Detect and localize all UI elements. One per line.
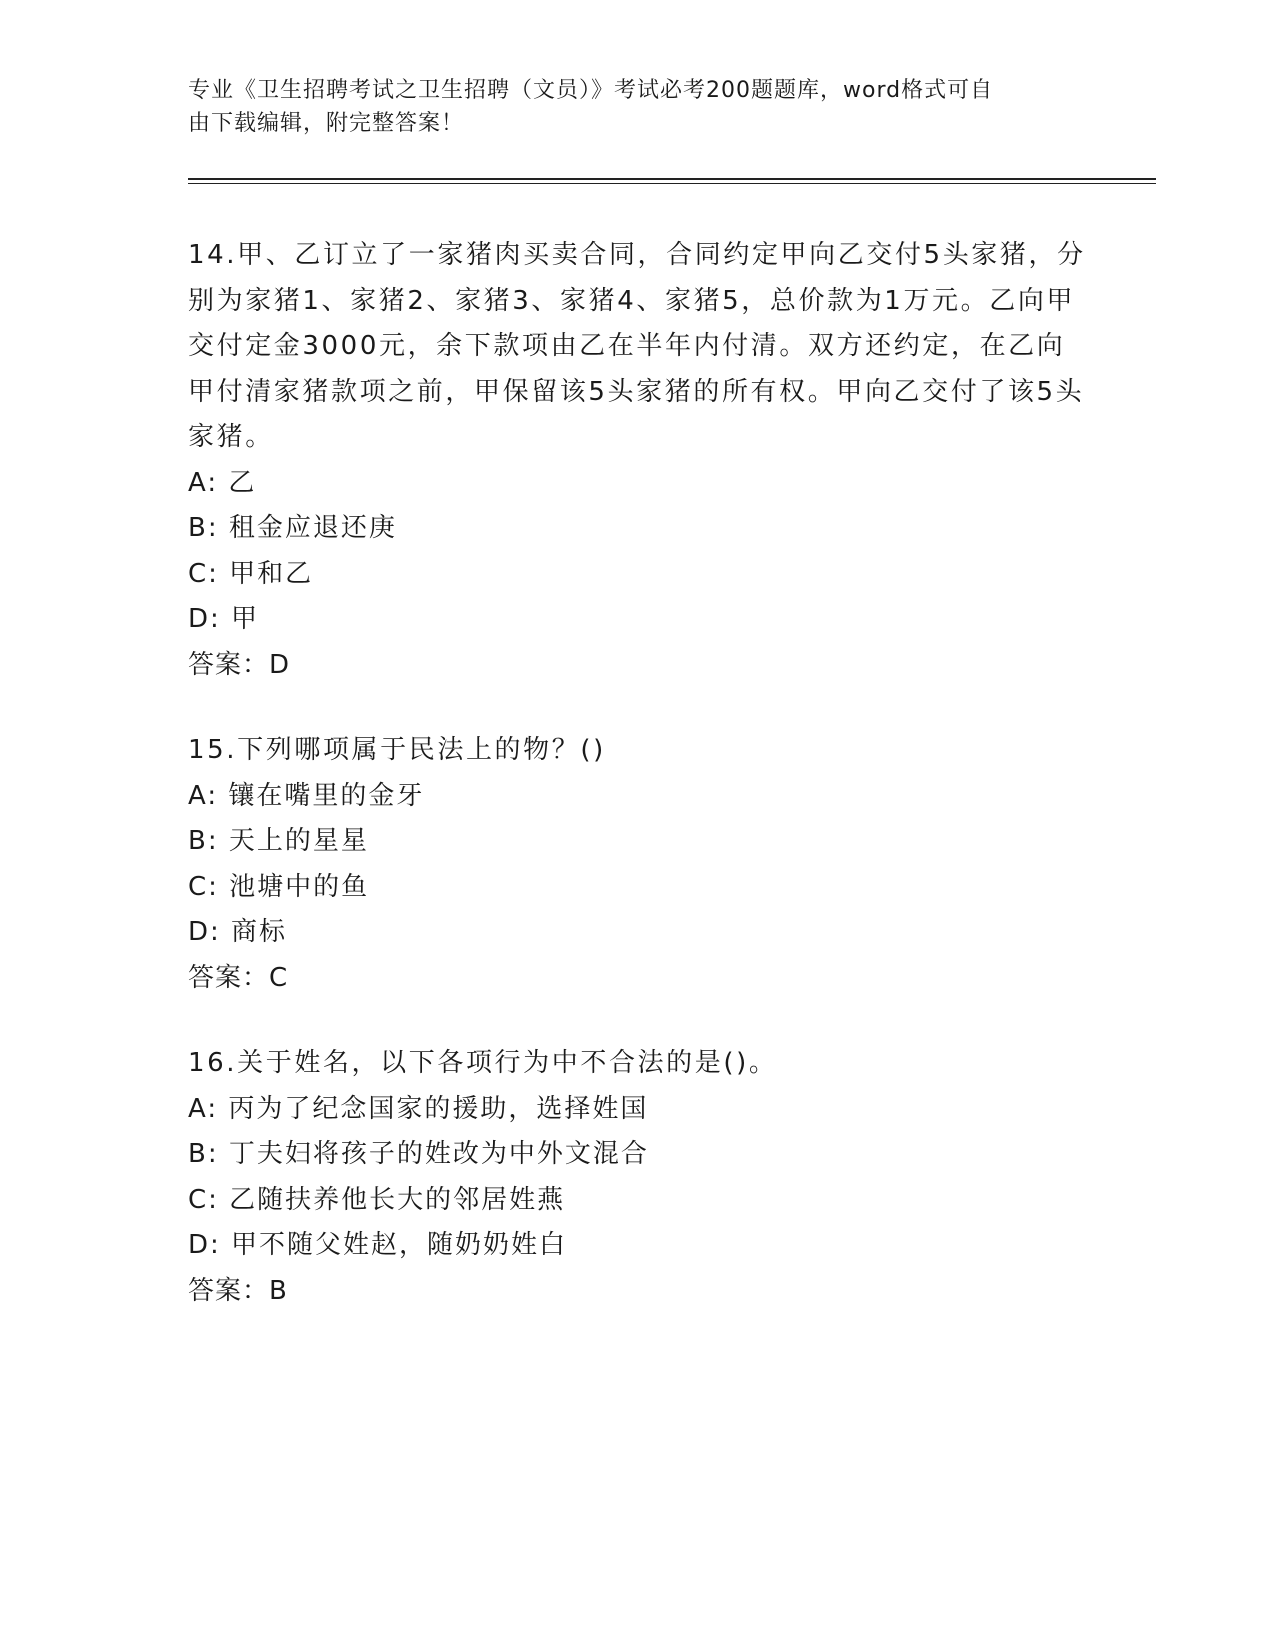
option-a: A: 镶在嘴里的金牙 xyxy=(188,780,425,811)
header-divider-thin xyxy=(188,183,1156,184)
option-b: B: 丁夫妇将孩子的姓改为中外文混合 xyxy=(188,1139,649,1169)
option-d: D: 甲 xyxy=(188,604,260,634)
option-b: B: 天上的星星 xyxy=(188,826,369,856)
option-c: C: 池塘中的鱼 xyxy=(188,871,370,902)
answer-line: 答案：B xyxy=(188,1275,288,1306)
question-16 xyxy=(188,1041,1088,1314)
option-a: A: 丙为了纪念国家的援助，选择姓国 xyxy=(188,1093,649,1124)
question-list xyxy=(188,233,1088,1354)
question-stem: 14.甲、乙订立了一家猪肉买卖合同，合同约定甲向乙交付5头家猪，分别为家猪1、家猪2、家猪3、家猪4、家猪5，总价款为1万元。乙向甲交付定金3000元，余下款项由乙在半年内付清。双方还约定，在乙向甲付清家猪款项之前，甲保留该5头家猪的所有权。甲向乙交付了该5头家猪。 xyxy=(188,240,1086,452)
document-header xyxy=(188,74,1088,140)
question-stem: 16.关于姓名，以下各项行为中不合法的是()。 xyxy=(188,1048,778,1078)
header-line-1: 专业《卫生招聘考试之卫生招聘（文员）》考试必考200题题库，word格式可自 xyxy=(188,78,994,103)
answer-line: 答案：D xyxy=(188,649,291,680)
question-14 xyxy=(188,233,1088,688)
option-d: D: 商标 xyxy=(188,917,288,947)
option-a: A: 乙 xyxy=(188,467,257,498)
option-c: C: 乙随扶养他长大的邻居姓燕 xyxy=(188,1184,566,1215)
question-15 xyxy=(188,728,1088,1001)
question-stem: 15.下列哪项属于民法上的物？() xyxy=(188,735,606,765)
option-b: B: 租金应退还庚 xyxy=(188,513,397,543)
answer-line: 答案：C xyxy=(188,962,289,993)
option-c: C: 甲和乙 xyxy=(188,558,314,589)
option-d: D: 甲不随父姓赵，随奶奶姓白 xyxy=(188,1230,568,1260)
header-line-2: 由下载编辑，附完整答案！ xyxy=(188,111,465,136)
header-divider-thick xyxy=(188,178,1156,180)
